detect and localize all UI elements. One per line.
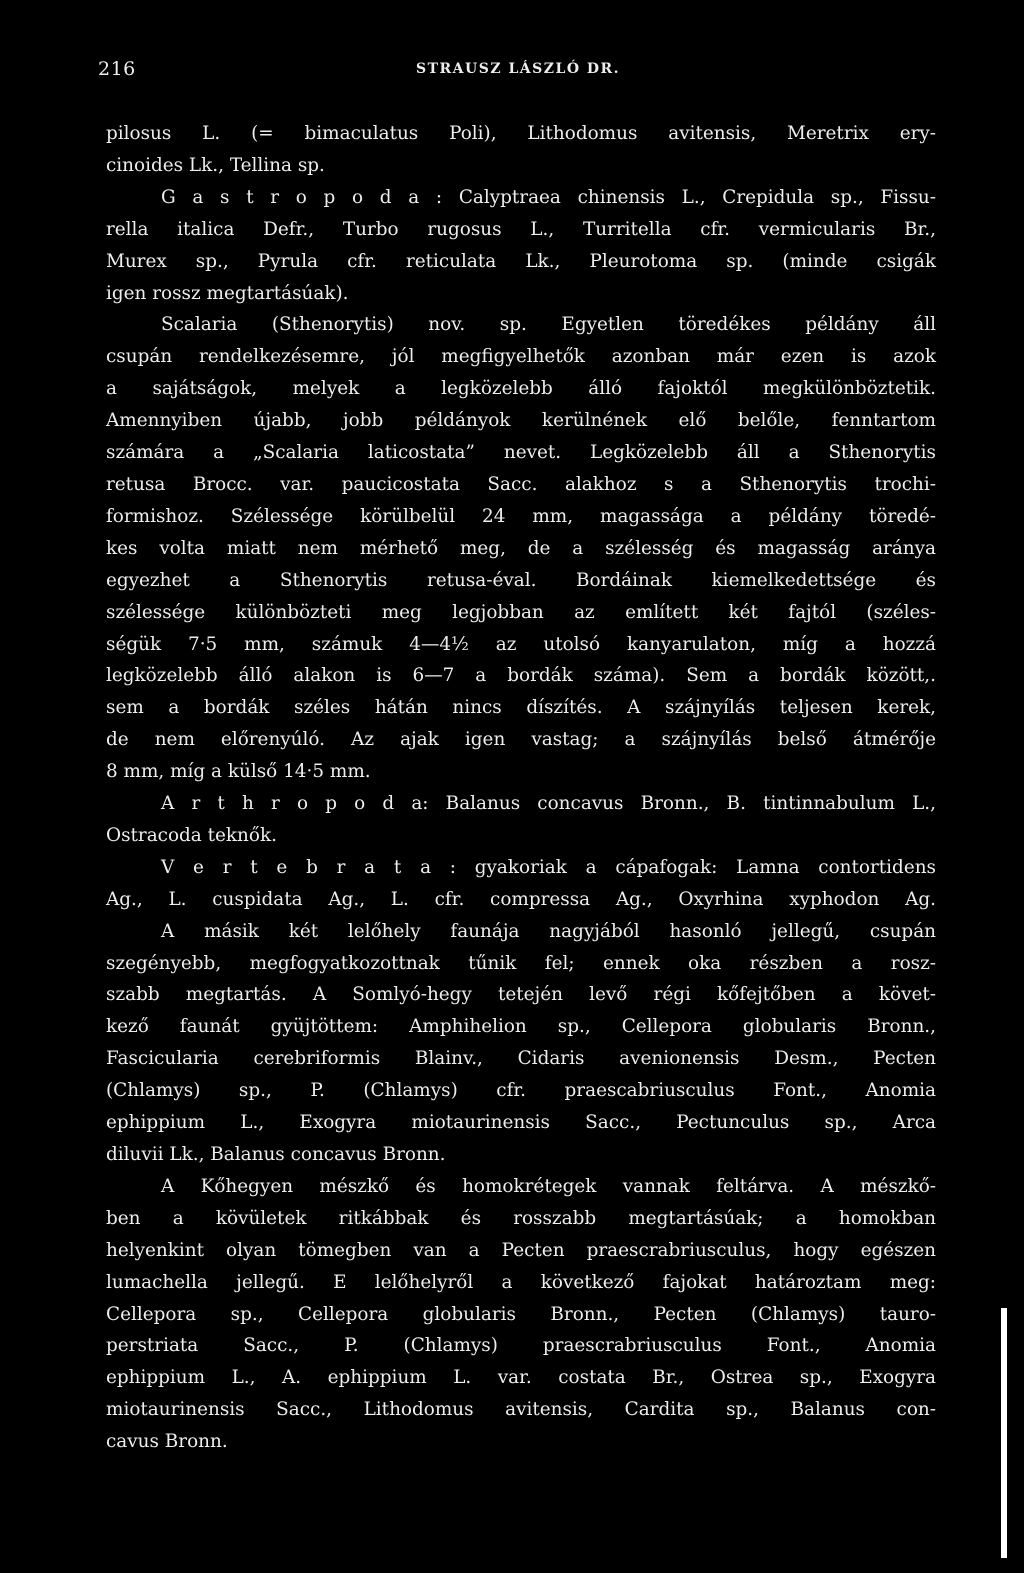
- text-line: Cellepora sp., Cellepora globularis Bronn., Pecten (Chlamys) tauro-: [106, 1303, 936, 1325]
- text-line: diluvii Lk., Balanus concavus Bronn.: [106, 1144, 446, 1165]
- text-line: kes volta miatt nem mérhető meg, de a szélesség és magasság aránya: [106, 537, 936, 559]
- text-line: számára a „Scalaria laticostata” nevet. Legközelebb áll a Sthenorytis: [106, 442, 936, 464]
- text-line: retusa Brocc. var. paucicostata Sacc. alakhoz s a Sthenorytis trochi-: [106, 473, 936, 495]
- text-line: igen rossz megtartásúak).: [106, 282, 349, 304]
- text-line: cavus Bronn.: [106, 1431, 228, 1453]
- text-line: Amennyiben újabb, jobb példányok kerülnének elő belőle, fenntartom: [106, 410, 936, 432]
- text-line: szegényebb, megfogyatkozottnak tűnik fel; ennek oka részben a rosz-: [106, 952, 936, 974]
- text-line: G a s t r o p o d a : Calyptraea chinensis L., Crepidula sp., Fissu-: [161, 186, 936, 208]
- text-line: helyenkint olyan tömegben van a Pecten praescrabriusculus, hogy egészen: [106, 1239, 936, 1261]
- text-line: ephippium L., Exogyra miotaurinensis Sacc., Pectunculus sp., Arca: [106, 1112, 936, 1134]
- text-line: ségük 7·5 mm, számuk 4—4½ az utolsó kanyarulaton, míg a hozzá: [106, 633, 936, 655]
- margin-rule: [1001, 1308, 1007, 1558]
- text-line: ben a kövületek ritkábbak és rosszabb megtartásúak; a homokban: [106, 1207, 936, 1229]
- text-line: cinoides Lk., Tellina sp.: [106, 154, 325, 176]
- page-number: 216: [98, 58, 136, 80]
- text-line: szélessége különbözteti meg legjobban az említett két fajtól (széles-: [106, 601, 936, 623]
- text-line: Ag., L. cuspidata Ag., L. cfr. compressa Ag., Oxyrhina xyphodon Ag.: [106, 888, 936, 910]
- text-line: kező faunát gyüjtöttem: Amphihelion sp., Cellepora globularis Bronn.,: [106, 1016, 936, 1038]
- text-line: szabb megtartás. A Somlyó-hegy tetején levő régi kőfejtőben a követ-: [106, 984, 936, 1006]
- text-line: 8 mm, míg a külső 14·5 mm.: [106, 761, 371, 783]
- text-line: Murex sp., Pyrula cfr. reticulata Lk., Pleurotoma sp. (minde csigák: [106, 250, 936, 272]
- text-line: legközelebb álló alakon is 6—7 a bordák száma). Sem a bordák között,.: [106, 665, 936, 687]
- text-line: sem a bordák széles hátán nincs díszítés. A szájnyílás teljesen kerek,: [106, 697, 936, 719]
- text-line: miotaurinensis Sacc., Lithodomus avitensis, Cardita sp., Balanus con-: [106, 1399, 936, 1421]
- text-line: Ostracoda teknők.: [106, 824, 277, 846]
- text-line: V e r t e b r a t a : gyakoriak a cápafogak: Lamna contortidens: [161, 856, 936, 878]
- text-line: rella italica Defr., Turbo rugosus L., Turritella cfr. vermicularis Br.,: [106, 218, 936, 240]
- text-line: (Chlamys) sp., P. (Chlamys) cfr. praescabriusculus Font., Anomia: [106, 1080, 936, 1102]
- text-line: de nem előrenyúló. Az ajak igen vastag; a szájnyílás belső átmérője: [106, 729, 936, 751]
- text-line: A Kőhegyen mészkő és homokrétegek vannak feltárva. A mészkő-: [161, 1175, 936, 1197]
- text-line: A másik két lelőhely faunája nagyjából hasonló jellegű, csupán: [161, 920, 936, 942]
- text-line: lumachella jellegű. E lelőhelyről a következő fajokat határoztam meg:: [106, 1271, 936, 1293]
- text-line: a sajátságok, melyek a legközelebb álló fajoktól megkülönböztetik.: [106, 378, 936, 400]
- text-line: csupán rendelkezésemre, jól megfigyelhetők azonban már ezen is azok: [106, 346, 936, 368]
- running-head: STRAUSZ LÁSZLÓ DR.: [416, 61, 621, 77]
- page-header: [98, 58, 932, 88]
- text-line: egyezhet a Sthenorytis retusa-éval. Bordáinak kiemelkedettsége és: [106, 569, 936, 591]
- text-line: A r t h r o p o d a: Balanus concavus Bronn., B. tintinnabulum L.,: [161, 793, 936, 815]
- text-line: Fascicularia cerebriformis Blainv., Cidaris avenionensis Desm., Pecten: [106, 1048, 936, 1070]
- text-line: formishoz. Szélessége körülbelül 24 mm, magassága a példány töredé-: [106, 505, 936, 527]
- text-line: perstriata Sacc., P. (Chlamys) praescrabriusculus Font., Anomia: [106, 1335, 936, 1357]
- body-text: [106, 118, 936, 1458]
- text-line: ephippium L., A. ephippium L. var. costata Br., Ostrea sp., Exogyra: [106, 1367, 936, 1389]
- text-line: Scalaria (Sthenorytis) nov. sp. Egyetlen töredékes példány áll: [161, 314, 936, 336]
- text-line: pilosus L. (= bimaculatus Poli), Lithodomus avitensis, Meretrix ery-: [106, 123, 936, 144]
